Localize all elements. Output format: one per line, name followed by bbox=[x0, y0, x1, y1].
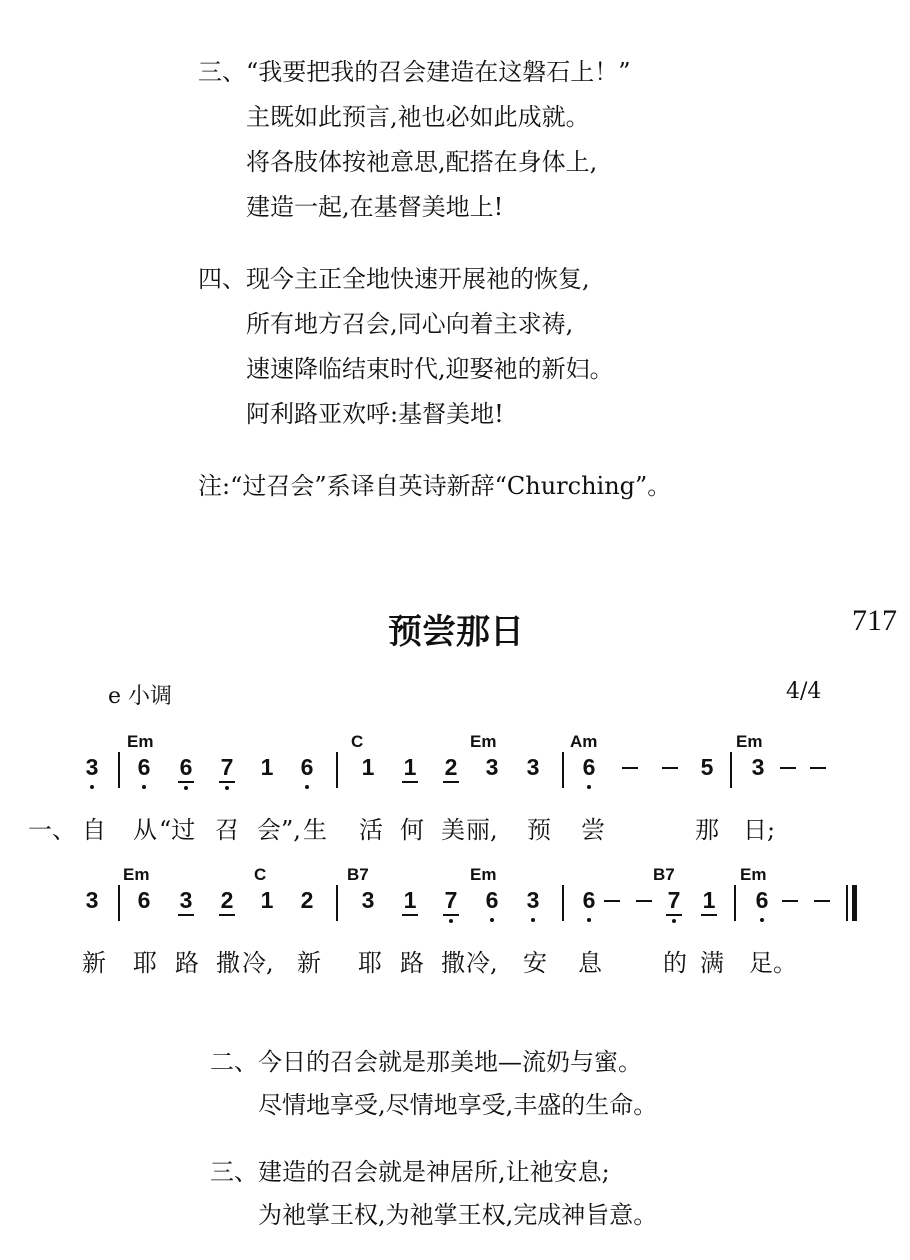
final-bar-line-thick bbox=[852, 885, 857, 921]
lyric: 尝 bbox=[581, 816, 605, 844]
note: 3 bbox=[82, 754, 102, 781]
lyric: 会”, bbox=[257, 816, 301, 844]
note: 1 bbox=[400, 887, 420, 914]
lyric: 从 bbox=[133, 816, 157, 844]
stanza-2-number: 二、 bbox=[210, 1048, 258, 1076]
stanza-number: 一、 bbox=[28, 816, 76, 844]
note: 7 bbox=[664, 887, 684, 914]
verse-3-line-4: 建造一起,在基督美地上! bbox=[246, 193, 504, 221]
lyric: 满 bbox=[700, 949, 724, 977]
chord-symbol: Em bbox=[470, 865, 497, 884]
chord-symbol: Em bbox=[740, 865, 767, 884]
note: 1 bbox=[361, 754, 375, 780]
lyric: 冷, bbox=[466, 949, 498, 977]
bar-line bbox=[336, 885, 338, 921]
dash bbox=[780, 767, 796, 769]
note: 5 bbox=[700, 754, 714, 780]
note: 3 bbox=[485, 754, 499, 780]
lyric: 耶 bbox=[358, 949, 382, 977]
note: 7 bbox=[217, 754, 237, 781]
lyric: “过 bbox=[159, 816, 196, 844]
stanza-3-line-1: 建造的召会就是神居所,让祂安息; bbox=[258, 1158, 610, 1186]
note: 6 bbox=[137, 887, 151, 913]
note: 7 bbox=[441, 887, 461, 914]
chord-symbol: C bbox=[351, 732, 364, 751]
note: 6 bbox=[752, 887, 772, 914]
lyric: 耶 bbox=[133, 949, 157, 977]
dash bbox=[810, 767, 826, 769]
chord-symbol: Em bbox=[470, 732, 497, 751]
dash bbox=[662, 767, 678, 769]
chord-symbol: Em bbox=[123, 865, 150, 884]
verse-4-line-4: 阿利路亚欢呼:基督美地! bbox=[246, 400, 504, 428]
bar-line bbox=[562, 752, 564, 788]
stanza-2-line-2: 尽情地享受,尽情地享受,丰盛的生命。 bbox=[258, 1091, 658, 1119]
bar-line bbox=[118, 752, 120, 788]
chord-symbol: B7 bbox=[653, 865, 675, 884]
lyric: 息 bbox=[578, 949, 602, 977]
note: 1 bbox=[400, 754, 420, 781]
stanza-3-line-2: 为祂掌王权,为祂掌王权,完成神旨意。 bbox=[258, 1201, 658, 1229]
bar-line bbox=[562, 885, 564, 921]
chord-symbol: C bbox=[254, 865, 267, 884]
note: 6 bbox=[579, 887, 599, 914]
key-signature: e 小调 bbox=[108, 684, 173, 709]
lyric: 活 bbox=[359, 816, 383, 844]
dash bbox=[636, 900, 652, 902]
note: 6 bbox=[482, 887, 502, 914]
hymn-number: 717 bbox=[852, 604, 897, 637]
note: 3 bbox=[85, 887, 99, 913]
lyric: 丽, bbox=[466, 816, 498, 844]
verse-4-line-3: 速速降临结束时代,迎娶祂的新妇。 bbox=[246, 355, 614, 383]
chord-symbol: Em bbox=[736, 732, 763, 751]
lyric: 那 bbox=[695, 816, 719, 844]
note: 6 bbox=[176, 754, 196, 781]
lyric: 的 bbox=[663, 949, 687, 977]
note: 6 bbox=[134, 754, 154, 781]
verse-3-line-2: 主既如此预言,祂也必如此成就。 bbox=[246, 103, 590, 131]
stanza-2-line-1: 今日的召会就是那美地—流奶与蜜。 bbox=[258, 1048, 642, 1076]
lyric: 生 bbox=[303, 816, 327, 844]
lyric: 安 bbox=[523, 949, 547, 977]
lyric: 新 bbox=[297, 949, 321, 977]
bar-line bbox=[730, 752, 732, 788]
lyric: 预 bbox=[527, 816, 551, 844]
verse-4-number: 四、 bbox=[198, 265, 246, 293]
dash bbox=[782, 900, 798, 902]
lyric: 新 bbox=[82, 949, 106, 977]
hymn-title: 预尝那日 bbox=[388, 612, 524, 652]
verse-4-line-1: 现今主正全地快速开展祂的恢复, bbox=[246, 265, 590, 293]
stanza-3-number: 三、 bbox=[210, 1158, 258, 1186]
note: 6 bbox=[297, 754, 317, 781]
time-signature: 4/4 bbox=[786, 679, 822, 704]
lyric: 冷, bbox=[242, 949, 274, 977]
note: 1 bbox=[699, 887, 719, 914]
lyric: 召 bbox=[215, 816, 239, 844]
lyric: 日; bbox=[743, 816, 776, 844]
note: 2 bbox=[217, 887, 237, 914]
lyric: 自 bbox=[82, 816, 106, 844]
chord-symbol: Am bbox=[570, 732, 598, 751]
bar-line bbox=[118, 885, 120, 921]
note: 2 bbox=[441, 754, 461, 781]
dash bbox=[814, 900, 830, 902]
lyric: 足。 bbox=[749, 949, 797, 977]
note: 3 bbox=[523, 887, 543, 914]
verse-3-line-3: 将各肢体按祂意思,配搭在身体上, bbox=[246, 148, 598, 176]
note: 2 bbox=[300, 887, 314, 913]
note: 1 bbox=[260, 887, 274, 913]
lyric: 路 bbox=[175, 949, 199, 977]
bar-line bbox=[336, 752, 338, 788]
dash bbox=[604, 900, 620, 902]
final-bar-line-thin bbox=[846, 885, 848, 921]
lyric: 撒 bbox=[216, 949, 240, 977]
lyric: 撒 bbox=[441, 949, 465, 977]
note: 3 bbox=[361, 887, 375, 913]
note: 3 bbox=[526, 754, 540, 780]
note: 3 bbox=[176, 887, 196, 914]
verse-4-line-2: 所有地方召会,同心向着主求祷, bbox=[246, 310, 574, 338]
note: 1 bbox=[260, 754, 274, 780]
verse-3-number: 三、 bbox=[198, 58, 246, 86]
dash bbox=[622, 767, 638, 769]
lyric: 何 bbox=[400, 816, 424, 844]
bar-line bbox=[734, 885, 736, 921]
translation-note: 注:“过召会”系译自英诗新辞“Churching”。 bbox=[198, 472, 672, 500]
lyric: 路 bbox=[400, 949, 424, 977]
note: 3 bbox=[751, 754, 765, 780]
note: 6 bbox=[579, 754, 599, 781]
chord-symbol: B7 bbox=[347, 865, 369, 884]
verse-3-line-1: “我要把我的召会建造在这磐石上！” bbox=[246, 58, 631, 86]
lyric: 美 bbox=[441, 816, 465, 844]
chord-symbol: Em bbox=[127, 732, 154, 751]
